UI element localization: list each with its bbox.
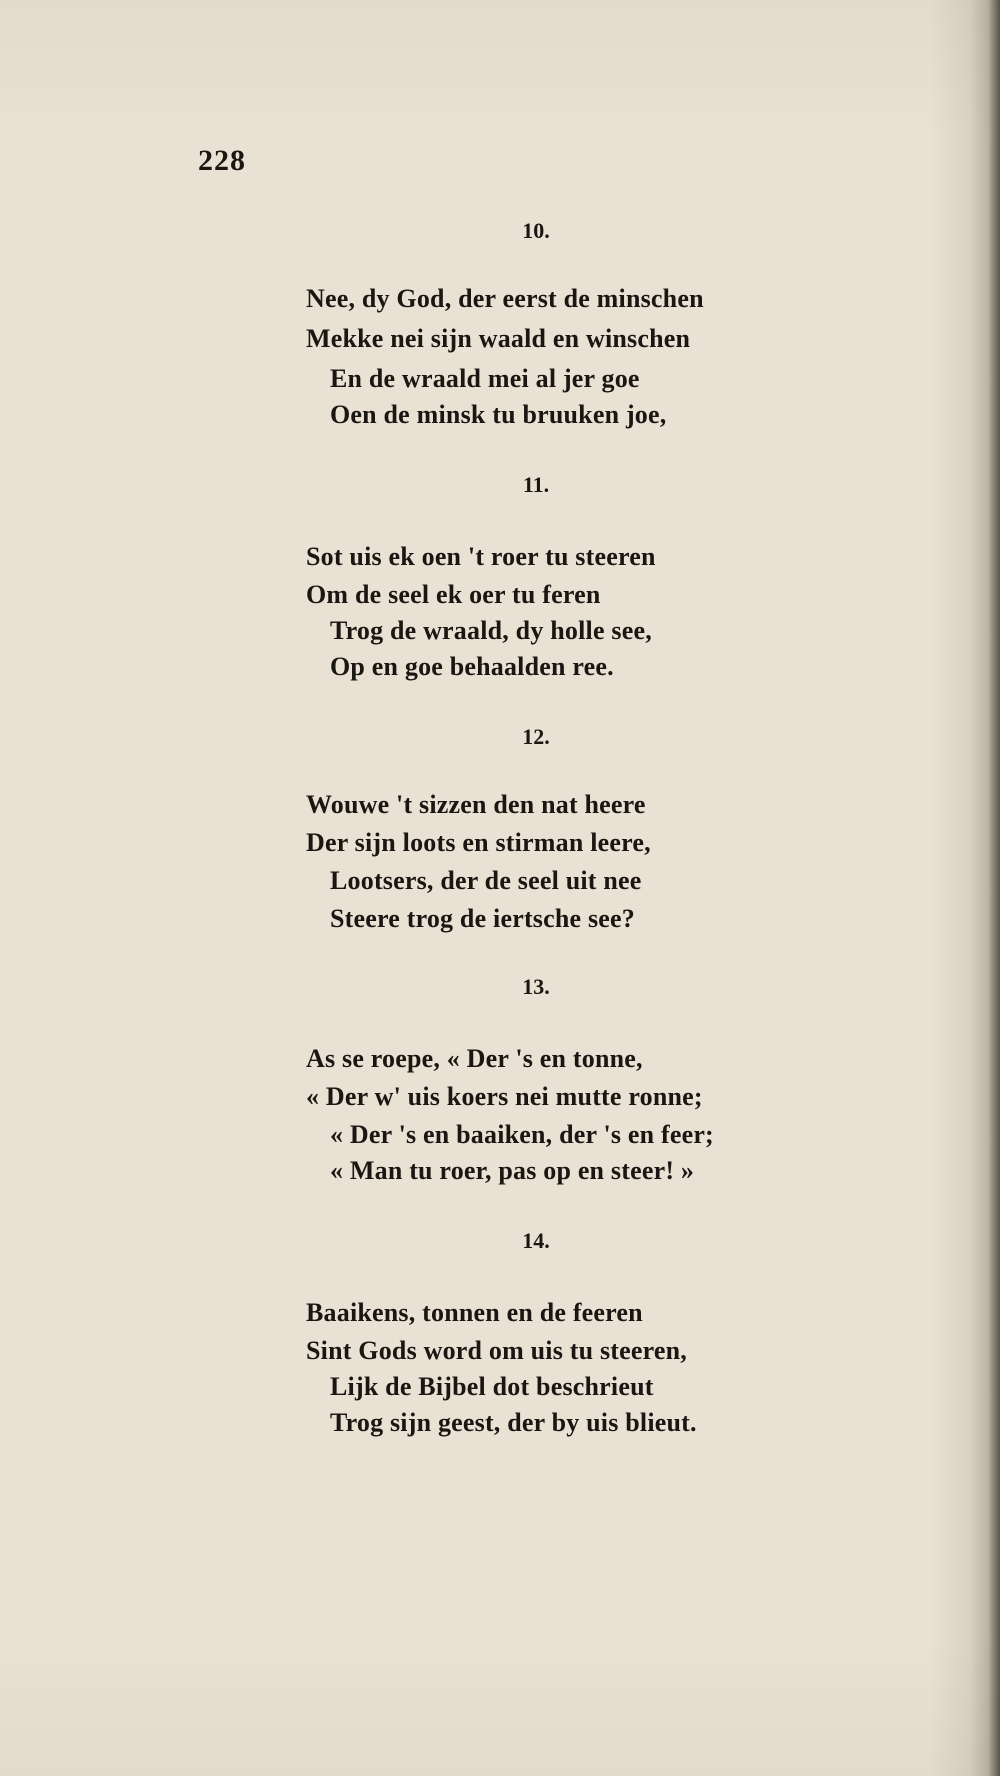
verse-line: Steere trog de iertsche see? — [330, 904, 635, 933]
stanza-number: 12. — [522, 724, 550, 749]
verse-line: Sot uis ek oen 't roer tu steeren — [306, 542, 656, 571]
verse-line: En de wraald mei al jer goe — [330, 364, 640, 393]
verse-line: « Man tu roer, pas op en steer! » — [330, 1156, 695, 1185]
verse-line: As se roepe, « Der 's en tonne, — [306, 1044, 643, 1073]
verse-line: Wouwe 't sizzen den nat heere — [306, 790, 646, 819]
stanza-number: 13. — [522, 974, 550, 999]
verse-line: Mekke nei sijn waald en winschen — [306, 324, 691, 353]
verse-line: Der sijn loots en stirman leere, — [306, 828, 651, 857]
verse-line: Trog sijn geest, der by uis blieut. — [330, 1408, 697, 1437]
stanza-number: 11. — [522, 472, 550, 497]
stanza-number: 14. — [522, 1228, 550, 1253]
page-edge-shadow — [988, 0, 1000, 1776]
verse-line: Lootsers, der de seel uit nee — [330, 866, 642, 895]
verse-line: Oen de minsk tu bruuken joe, — [330, 400, 667, 429]
verse-line: Nee, dy God, der eerst de minschen — [306, 284, 704, 313]
verse-line: « Der w' uis koers nei mutte ronne; — [306, 1082, 703, 1111]
verse-line: Baaikens, tonnen en de feeren — [306, 1298, 643, 1327]
page-number: 228 — [198, 144, 246, 177]
verse-line: Lijk de Bijbel dot beschrieut — [330, 1372, 654, 1401]
verse-line: Op en goe behaalden ree. — [330, 652, 614, 681]
verse-line: « Der 's en baaiken, der 's en feer; — [330, 1120, 714, 1149]
verse-line: Trog de wraald, dy holle see, — [330, 616, 652, 645]
verse-line: Sint Gods word om uis tu steeren, — [306, 1336, 687, 1365]
verse-line: Om de seel ek oer tu feren — [306, 580, 601, 609]
stanza-number: 10. — [522, 218, 550, 243]
